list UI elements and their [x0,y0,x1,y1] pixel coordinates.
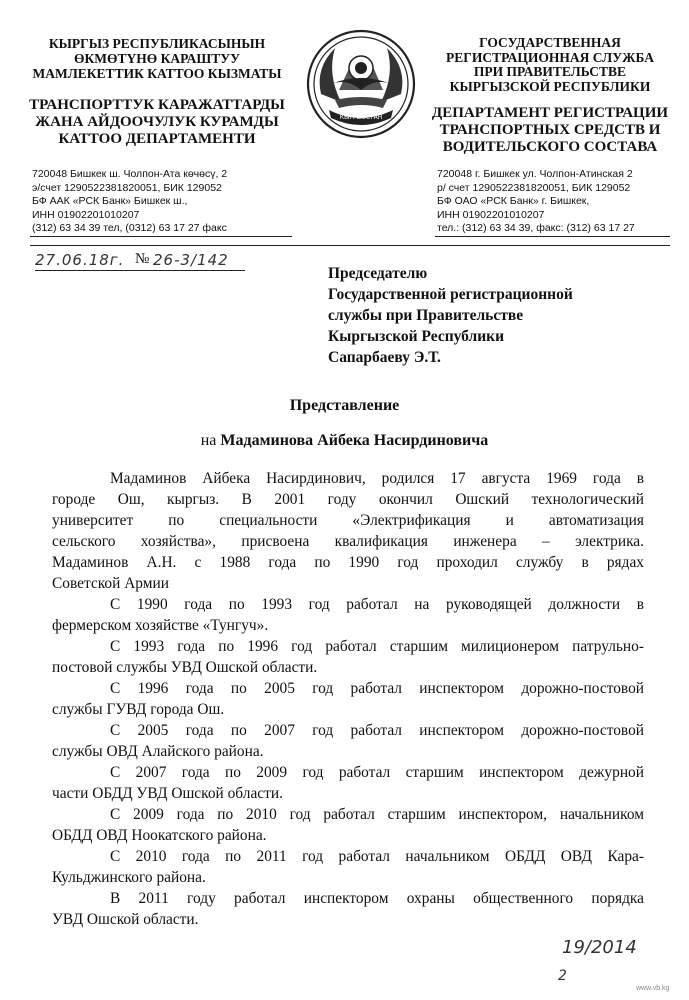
paragraph-line: городе Ош, кыргыз. В 2001 году окончил Ошский технологический [52,491,644,508]
header-left-address-line: ИНН 01902201010207 [32,208,140,221]
addressee-line: службы при Правительстве [328,307,524,324]
header-right-address [437,168,635,236]
paragraph-line: сельского хозяйства», присвоена квалификация инженера – электрика. [52,533,644,550]
document-subtitle [0,432,689,450]
body-paragraph [52,678,644,720]
paragraph-line: С 2007 года по 2009 год работал старшим инспектором дежурной [110,764,644,781]
paragraph-line: постовой службы УВД Ошской области. [52,659,318,676]
reference-date: 27.06.18г. [35,251,125,269]
addressee-block [328,263,573,368]
paragraph-line: С 2010 года по 2011 год работал начальником ОБДД ОВД Кара- [110,848,644,865]
body-paragraph [52,762,644,804]
paragraph-line: части ОБДД УВД Ошской области. [52,785,283,802]
paragraph-line: службы ГУВД города Ош. [52,701,225,718]
header-right-org-line: ГОСУДАРСТВЕННАЯ [479,35,621,50]
header-left-address [32,168,227,236]
paragraph-line: УВД Ошской области. [52,911,199,928]
watermark: www.vb.kg [636,985,670,992]
reference-line [35,249,245,273]
header-right-address-line: тел.: (312) 63 34 39, факс: (312) 63 17 27 [437,222,635,235]
addressee-line: Кыргызской Республики [328,328,505,345]
addressee-line: Сапарбаеву Э.Т. [328,349,441,366]
header-right-address-line: БФ ОАО «РСК Банк» г. Бишкек, [437,195,590,208]
page-number: 2 [558,968,567,984]
header-left-address-line: (312) 63 34 39 тел, (0312) 63 17 27 факс [32,222,227,235]
header-right-org [430,36,670,94]
subtitle-prefix: на [200,432,217,449]
paragraph-line: С 1993 года по 1996 год работал старшим милиционером патрульно- [110,638,644,655]
header-left-dept-line: ТРАНСПОРТТУК КАРАЖАТТАРДЫ [29,97,285,113]
header-left-dept-line: КАТТОО ДЕПАРТАМЕНТИ [58,131,256,147]
header-rule-bottom [30,245,670,246]
header-left-org-line: МАМЛЕКЕТТИК КАТТОО КЫЗМАТЫ [32,66,282,81]
header-left-address-line: 720048 Бишкек ш. Чолпон-Ата көчөсү, 2 [32,168,228,180]
subtitle-name: Мадаминова Айбека Насирдиновича [220,432,489,449]
paragraph-line: ОБДД ОВД Ноокатского района. [52,827,267,844]
paragraph-line: С 1990 года по 1993 год работал на руководящей должности в [110,596,644,613]
body-paragraph [52,888,644,930]
paragraph-line: службы ОВД Алайского района. [52,743,264,760]
emblem-text: КЫРГЫЗСТАН [339,114,383,121]
header-right-org-line: РЕГИСТРАЦИОННАЯ СЛУЖБА [446,49,654,65]
header-right-address-line: р/ счет 1290522381820051, БИК 129052 [437,181,631,194]
paragraph-line: Мадаминов Айбека Насирдинович, родился 17 августа 1969 года в [110,470,644,487]
header-right-dept-line: ТРАНСПОРТНЫХ СРЕДСТВ И [439,122,661,138]
header-rule-left [30,236,292,237]
paragraph-line: Кульджинского района. [52,869,206,886]
body-paragraph [52,636,644,678]
paragraph-line: С 2005 года по 2007 год работал инспектором дорожно-постовой [110,722,644,739]
header-right-dept [425,105,675,156]
paragraph-line: С 1996 года по 2005 год работал инспектором дорожно-постовой [110,680,644,697]
header-rule-right [435,236,670,237]
reference-number: 26-3/142 [153,251,229,269]
paragraph-line: Советской Армии [52,575,169,592]
header-left-dept-line: ЖАНА АЙДООЧУЛУК КУРАМДЫ [35,114,279,130]
header-left-org [32,36,282,81]
header-right-dept-line: ДЕПАРТАМЕНТ РЕГИСТРАЦИИ [431,105,669,121]
header-right-org-line: ПРИ ПРАВИТЕЛЬСТВЕ [473,64,627,79]
paragraph-line: университет по специальности «Электрификация и автоматизация [52,512,644,529]
addressee-line: Председателю [328,265,428,282]
paragraph-line: В 2011 году работал инспектором охраны общественного порядка [110,890,644,907]
reference-no-label: № [135,251,150,267]
handwritten-note: 19/2014 [562,937,637,958]
body-paragraph [52,720,644,762]
document-title: Представление [289,397,400,414]
header-left-dept [22,97,292,148]
reference-underline [35,270,245,271]
header-right-address-line: 720048 г. Бишкек ул. Чолпон-Атинская 2 [437,168,633,180]
body-paragraph [52,846,644,888]
header-left-org-line: КЫРГЫЗ РЕСПУБЛИКАСЫНЫН [48,36,266,51]
header-right-dept-line: ВОДИТЕЛЬСКОГО СОСТАВА [442,139,658,155]
addressee-line: Государственной регистрационной [328,286,573,303]
header-right-org-line: КЫРГЫЗСКОЙ РЕСПУБЛИКИ [449,78,651,94]
header-left-org-line: ӨКМӨТҮНӨ КАРАШТУУ [73,51,241,66]
paragraph-line: Мадаминов А.Н. с 1988 года по 1990 год проходил службу в рядах [52,554,644,571]
paragraph-line: С 2009 года по 2010 год работал старшим инспектором, начальником [110,806,644,823]
paragraph-line: фермерском хозяйстве «Тунгуч». [52,617,269,634]
header-right-address-line: ИНН 01902201010207 [437,208,545,221]
body-paragraph [52,594,644,636]
body-paragraph [52,468,644,594]
header-left-address-line: э/счет 1290522381820051, БИК 129052 [32,181,222,194]
state-emblem [305,28,417,140]
header-left-address-line: БФ ААК «РСК Банк» Бишкек ш., [32,195,188,208]
emblem-icon [305,28,417,140]
body-paragraph [52,804,644,846]
